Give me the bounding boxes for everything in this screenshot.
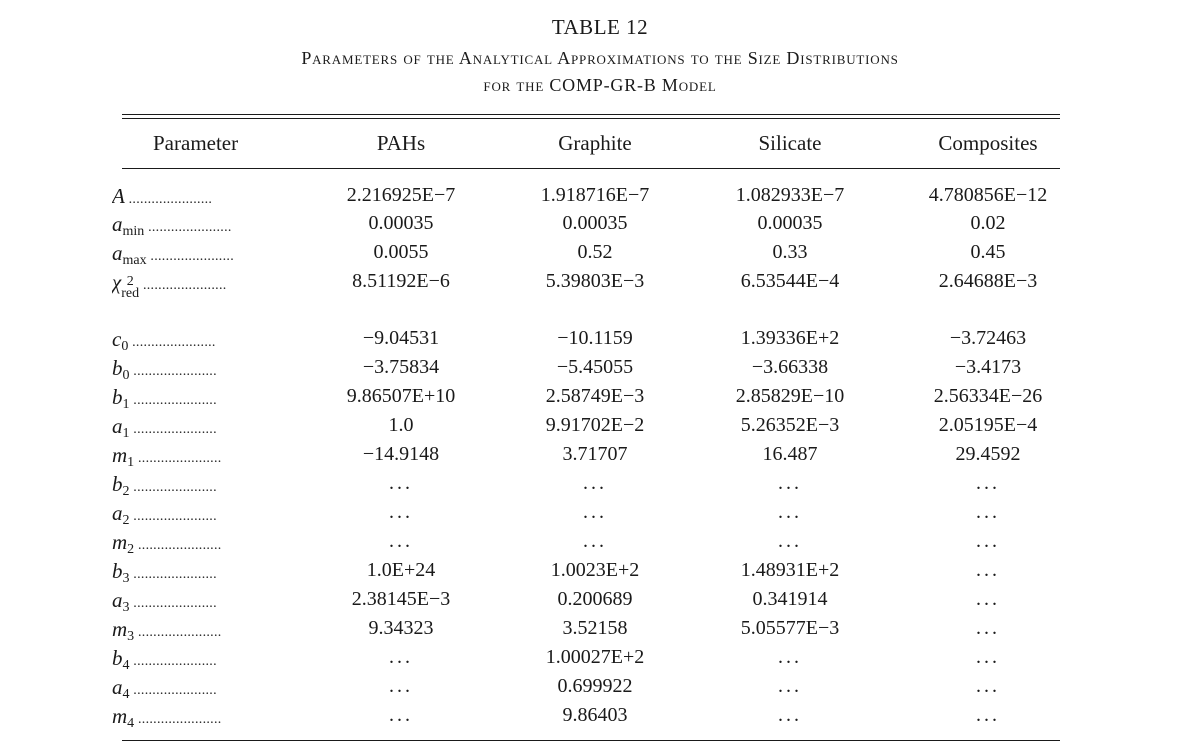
parameter-symbol: $b_0$ xyxy=(112,356,130,383)
table-cell: ... xyxy=(389,530,413,552)
parameter-symbol: $m_1$ xyxy=(112,443,135,470)
table-row xyxy=(0,241,1200,269)
parameter-symbol: $a_3$ xyxy=(112,588,130,615)
table-cell: ... xyxy=(976,559,1000,581)
table-row xyxy=(0,472,1200,500)
table-cell: 4.780856E−12 xyxy=(928,184,1048,206)
table-cell: ... xyxy=(976,646,1000,668)
table-cell: ... xyxy=(976,501,1000,523)
parameter-symbol: $a_{min}$ xyxy=(112,212,145,239)
table-cell: 1.082933E−7 xyxy=(735,184,845,206)
leader-dots: ...................... xyxy=(146,249,235,264)
table-row xyxy=(0,675,1200,703)
table-cell: −3.72463 xyxy=(949,327,1027,349)
table-cell: 1.0 xyxy=(388,414,414,436)
table-cell: 5.26352E−3 xyxy=(740,414,840,436)
parameter-symbol: A xyxy=(112,184,125,208)
parameter-symbol: $a_2$ xyxy=(112,501,130,528)
parameter-symbol: $m_2$ xyxy=(112,530,135,557)
leader-dots: ...................... xyxy=(144,220,232,235)
leader-dots: ...................... xyxy=(129,567,217,582)
table-cell: 6.53544E−4 xyxy=(740,270,840,292)
table-cell: 3.52158 xyxy=(562,617,628,639)
table-cell: 1.918716E−7 xyxy=(540,184,650,206)
table-cell: −14.9148 xyxy=(362,443,440,465)
parameter-symbol: $m_3$ xyxy=(112,617,135,644)
parameter-label xyxy=(112,675,272,703)
parameter-label xyxy=(112,212,272,240)
parameter-symbol: $a_{max}$ xyxy=(112,241,147,268)
leader-dots: ...................... xyxy=(134,451,222,466)
table-row xyxy=(0,327,1200,355)
table-cell: ... xyxy=(976,472,1000,494)
table-row xyxy=(0,588,1200,616)
parameter-label xyxy=(112,385,272,413)
table-cell: ... xyxy=(389,501,413,523)
leader-dots: ...................... xyxy=(129,422,217,437)
parameter-label xyxy=(112,501,272,529)
table-cell: ... xyxy=(778,675,802,697)
table-cell: 1.0023E+2 xyxy=(550,559,640,581)
leader-dots: ...................... xyxy=(134,538,222,553)
parameter-symbol: χ 2 red xyxy=(112,270,140,298)
table-cell: 1.00027E+2 xyxy=(545,646,645,668)
table-cell: ... xyxy=(778,704,802,726)
table-cell: ... xyxy=(976,617,1000,639)
table-cell: ... xyxy=(778,501,802,523)
parameter-label xyxy=(112,588,272,616)
parameter-symbol: $b_2$ xyxy=(112,472,130,499)
table-cell: 2.216925E−7 xyxy=(346,184,456,206)
table-row xyxy=(0,443,1200,471)
table-cell: ... xyxy=(976,675,1000,697)
parameter-label xyxy=(112,559,272,587)
table-cell: 8.51192E−6 xyxy=(352,270,450,292)
table-cell: ... xyxy=(976,704,1000,726)
table-row xyxy=(0,356,1200,384)
leader-dots: ...................... xyxy=(129,393,217,408)
table-cell: 0.52 xyxy=(577,241,613,263)
top-double-rule-1 xyxy=(122,114,1060,115)
header-composites: Composites xyxy=(938,131,1038,155)
table-cell: 9.34323 xyxy=(368,617,434,639)
table-cell: 0.0055 xyxy=(373,241,429,263)
table-cell: 16.487 xyxy=(762,443,818,465)
table-cell: ... xyxy=(389,646,413,668)
parameter-label xyxy=(112,184,272,212)
leader-dots: ...................... xyxy=(129,596,217,611)
table-cell: ... xyxy=(976,588,1000,610)
table-cell: 2.85829E−10 xyxy=(735,385,845,407)
table-row xyxy=(0,385,1200,413)
bottom-rule xyxy=(122,740,1060,741)
parameter-label xyxy=(112,472,272,500)
parameter-label xyxy=(112,617,272,645)
parameter-label xyxy=(112,270,272,298)
parameter-label xyxy=(112,646,272,674)
table-cell: 2.56334E−26 xyxy=(933,385,1043,407)
table-cell: ... xyxy=(778,472,802,494)
table-row xyxy=(0,704,1200,732)
table-cell: −3.75834 xyxy=(362,356,440,378)
table-cell: 2.38145E−3 xyxy=(351,588,451,610)
header-graphite: Graphite xyxy=(558,131,632,155)
parameter-symbol: $a_1$ xyxy=(112,414,130,441)
table-cell: 5.05577E−3 xyxy=(740,617,840,639)
header-rule xyxy=(122,168,1060,169)
table-cell: 1.48931E+2 xyxy=(740,559,840,581)
table-cell: ... xyxy=(976,530,1000,552)
table-cell: ... xyxy=(583,530,607,552)
parameter-label xyxy=(112,704,272,732)
leader-dots: ...................... xyxy=(129,654,217,669)
parameter-label xyxy=(112,327,272,355)
header-parameter: Parameter xyxy=(153,131,239,155)
leader-dots: ...................... xyxy=(129,480,217,495)
parameter-label xyxy=(112,356,272,384)
parameter-symbol: $b_4$ xyxy=(112,646,130,673)
table-row xyxy=(0,212,1200,240)
table-cell: 0.45 xyxy=(970,241,1006,263)
table-row xyxy=(0,184,1200,212)
table-caption-line2: for the COMP-GR-B Model xyxy=(483,75,717,95)
table-cell: 0.699922 xyxy=(557,675,633,697)
parameter-label xyxy=(112,241,272,269)
table-cell: 2.05195E−4 xyxy=(938,414,1038,436)
table-row xyxy=(0,559,1200,587)
table-row xyxy=(0,617,1200,645)
table-cell: 9.91702E−2 xyxy=(545,414,645,436)
table-caption-line1: Parameters of the Analytical Approximations to the Size Distributions xyxy=(301,48,899,68)
leader-dots: ...................... xyxy=(128,335,216,350)
table-cell: 0.02 xyxy=(970,212,1006,234)
top-double-rule-2 xyxy=(122,118,1060,119)
table-cell: −9.04531 xyxy=(362,327,440,349)
table-cell: 2.64688E−3 xyxy=(938,270,1038,292)
table-cell: 9.86403 xyxy=(562,704,628,726)
table-cell: 0.00035 xyxy=(562,212,628,234)
parameter-symbol: $b_1$ xyxy=(112,385,130,412)
table-cell: 2.58749E−3 xyxy=(545,385,645,407)
table-number: TABLE 12 xyxy=(551,15,649,39)
table-cell: ... xyxy=(778,530,802,552)
parameter-symbol: $b_3$ xyxy=(112,559,130,586)
table-cell: −3.4173 xyxy=(954,356,1022,378)
parameter-label xyxy=(112,530,272,558)
leader-dots: ...................... xyxy=(129,509,217,524)
parameter-symbol: $a_4$ xyxy=(112,675,130,702)
leader-dots: ...................... xyxy=(139,278,227,293)
table-row xyxy=(0,501,1200,529)
table-cell: 5.39803E−3 xyxy=(545,270,645,292)
table-row xyxy=(0,530,1200,558)
table-cell: −3.66338 xyxy=(751,356,829,378)
parameter-symbol: $m_4$ xyxy=(112,704,135,731)
table-cell: 0.00035 xyxy=(757,212,823,234)
table-cell: ... xyxy=(583,501,607,523)
table-cell: ... xyxy=(389,472,413,494)
table-cell: 0.00035 xyxy=(368,212,434,234)
table-cell: −10.1159 xyxy=(557,327,633,349)
table-cell: 1.0E+24 xyxy=(366,559,436,581)
table-cell: ... xyxy=(389,704,413,726)
table-cell: ... xyxy=(389,675,413,697)
parameter-symbol: $c_0$ xyxy=(112,327,129,354)
table-cell: 0.200689 xyxy=(557,588,633,610)
table-row xyxy=(0,646,1200,674)
leader-dots: ...................... xyxy=(134,625,222,640)
leader-dots: ...................... xyxy=(124,192,213,207)
table-cell: 29.4592 xyxy=(955,443,1021,465)
table-cell: 3.71707 xyxy=(562,443,628,465)
leader-dots: ...................... xyxy=(129,683,217,698)
parameter-label xyxy=(112,443,272,471)
leader-dots: ...................... xyxy=(134,712,222,727)
header-silicate: Silicate xyxy=(758,131,822,155)
parameter-label xyxy=(112,414,272,442)
table-cell: 0.33 xyxy=(772,241,808,263)
table-cell: ... xyxy=(778,646,802,668)
table-cell: 1.39336E+2 xyxy=(740,327,840,349)
table-cell: ... xyxy=(583,472,607,494)
table-cell: 9.86507E+10 xyxy=(346,385,456,407)
table-row xyxy=(0,270,1200,298)
header-pahs: PAHs xyxy=(376,131,426,155)
leader-dots: ...................... xyxy=(129,364,217,379)
table-cell: 0.341914 xyxy=(752,588,828,610)
table-cell: −5.45055 xyxy=(556,356,634,378)
table-row xyxy=(0,414,1200,442)
